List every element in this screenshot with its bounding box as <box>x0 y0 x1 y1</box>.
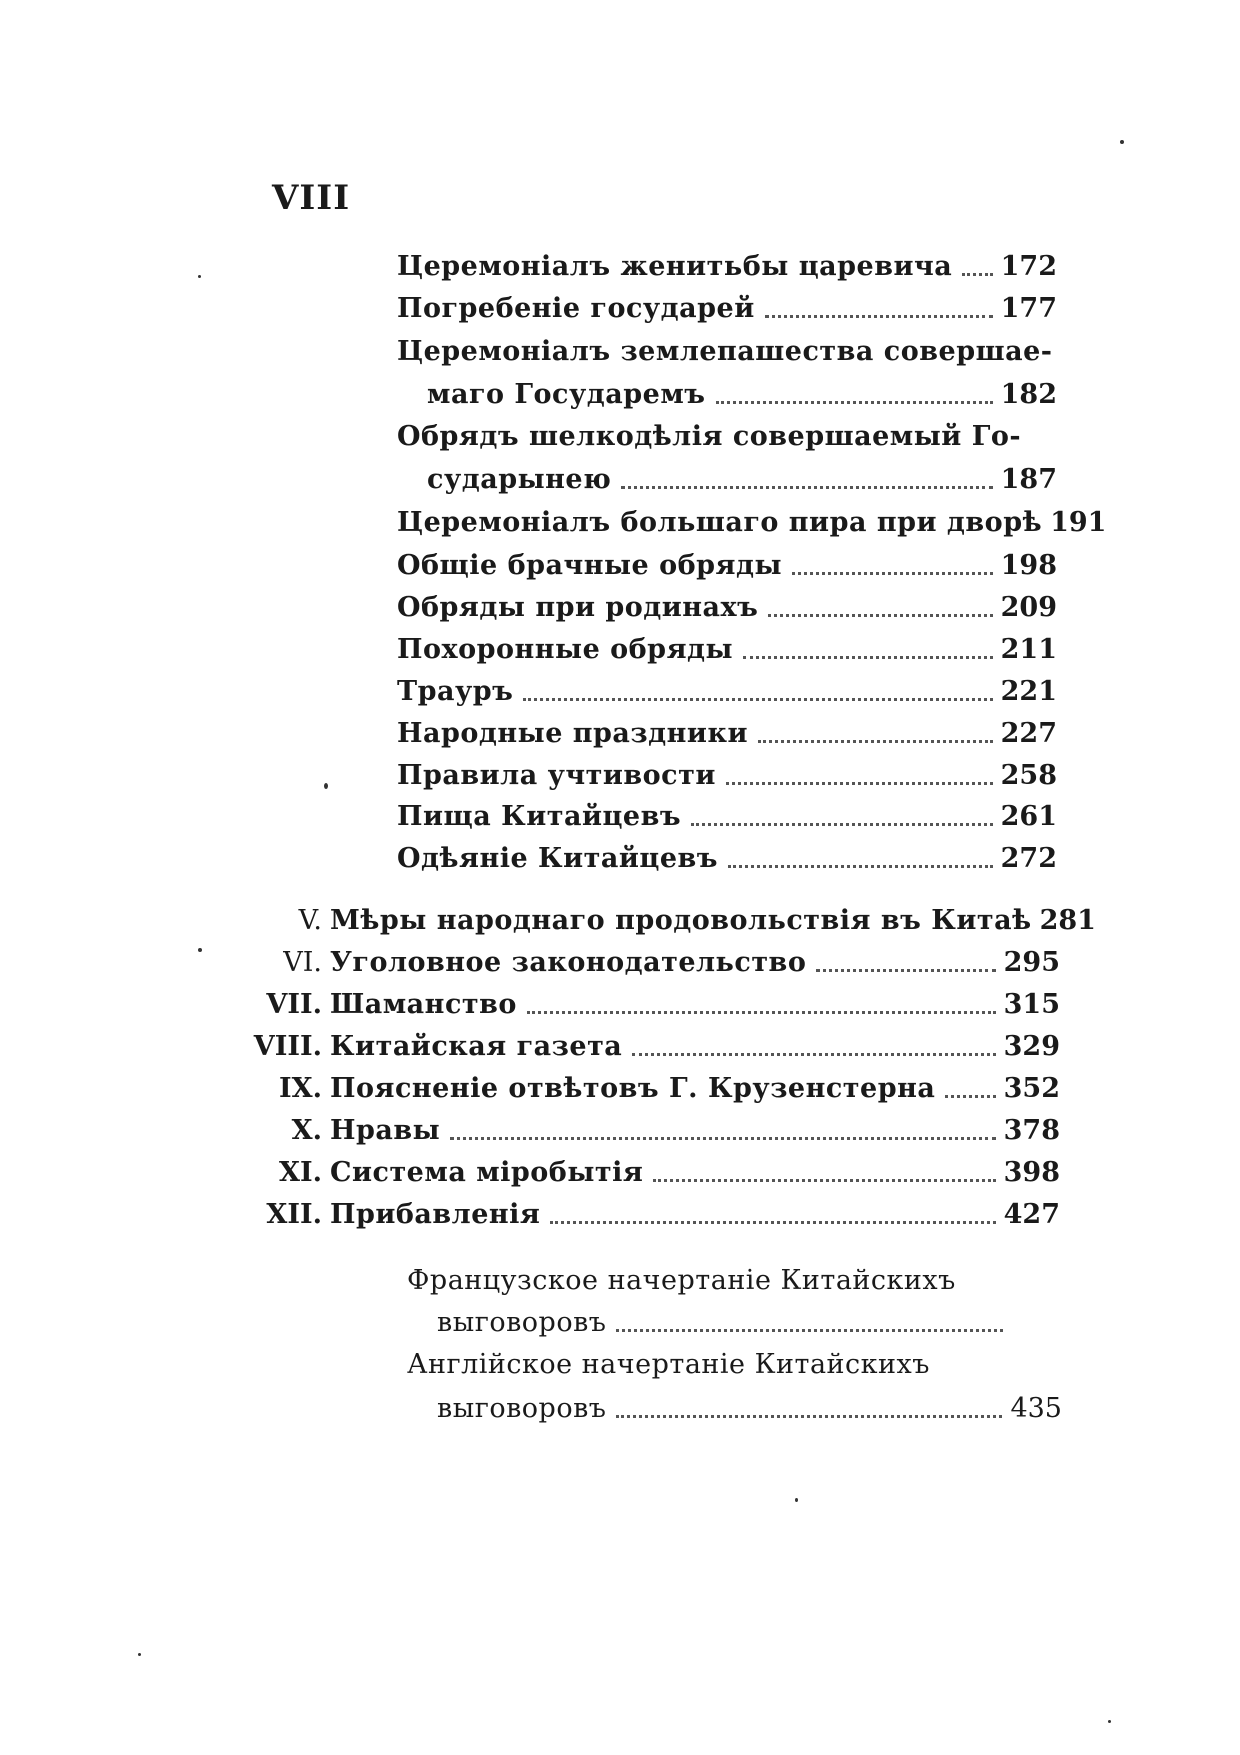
toc-chapter <box>250 902 1096 936</box>
chapter-page: 281 <box>1039 905 1096 936</box>
chapter-page: 378 <box>1003 1115 1060 1146</box>
page-number: VIII <box>272 178 351 218</box>
dot-leader <box>726 782 993 785</box>
dot-leader <box>616 1415 1002 1418</box>
dot-leader <box>450 1137 995 1140</box>
toc-chapter <box>250 1028 1060 1062</box>
chapter-page: 295 <box>1003 947 1060 978</box>
dot-leader <box>945 1095 995 1098</box>
dot-leader <box>765 315 993 318</box>
chapter-numeral: VI. <box>283 947 322 978</box>
toc-entry-title: Общіе брачные обряды <box>397 550 783 581</box>
dot-leader <box>632 1053 995 1056</box>
scan-speck <box>138 1653 141 1656</box>
scan-speck <box>198 948 202 952</box>
dot-leader <box>527 1011 996 1014</box>
toc-entry-title: Правила учтивости <box>397 760 716 791</box>
chapter-page: 315 <box>1003 989 1060 1020</box>
toc-entry-title: Церемоніалъ большаго пира при дворѣ <box>397 507 1043 538</box>
toc-entry-title: Церемоніалъ женитьбы царевича <box>397 251 953 282</box>
toc-entry <box>407 1346 1057 1380</box>
toc-entry-page: 258 <box>1000 760 1057 791</box>
chapter-numeral: X. <box>291 1115 322 1146</box>
chapter-page: 329 <box>1003 1031 1060 1062</box>
scan-speck <box>795 1498 798 1502</box>
toc-entry <box>397 333 1057 367</box>
toc-entry-page: 211 <box>1000 634 1057 665</box>
chapter-numeral: VIII. <box>253 1031 322 1062</box>
toc-entry-title: Французское начертаніе Китайскихъ <box>407 1265 956 1296</box>
toc-entry-page: 272 <box>1000 843 1057 874</box>
toc-entry-page: 221 <box>1000 676 1057 707</box>
dot-leader <box>616 1329 1003 1332</box>
dot-leader <box>691 823 993 826</box>
chapter-numeral: XII. <box>266 1199 322 1230</box>
toc-entry-title: Похоронные обряды <box>397 634 734 665</box>
dot-leader <box>816 969 995 972</box>
toc-entry-title: Обрядъ шелкодѣлія совершаемый Го- <box>397 421 1022 452</box>
toc-entry-title: выговоровъ <box>437 1393 607 1424</box>
chapter-page: 352 <box>1003 1073 1060 1104</box>
toc-entry-title: сударынею <box>427 464 612 495</box>
chapter-title: Китайская газета <box>330 1031 623 1062</box>
toc-entry <box>397 715 1057 749</box>
dot-leader <box>621 486 992 489</box>
toc-chapter <box>250 1112 1060 1146</box>
dot-leader <box>653 1179 995 1182</box>
dot-leader <box>768 614 992 617</box>
chapter-title: Прибавленія <box>330 1199 541 1230</box>
toc-chapter <box>250 1154 1060 1188</box>
toc-entry <box>397 547 1057 581</box>
toc-entry-page: 187 <box>1000 464 1057 495</box>
toc-entry-title: маго Государемъ <box>427 379 706 410</box>
scan-speck <box>1120 140 1124 144</box>
toc-entry <box>397 798 1057 832</box>
toc-entry <box>397 757 1057 791</box>
dot-leader <box>758 740 993 743</box>
toc-entry-page: 182 <box>1000 379 1057 410</box>
chapter-page: 398 <box>1003 1157 1060 1188</box>
chapter-numeral: IX. <box>279 1073 322 1104</box>
dot-leader <box>792 572 993 575</box>
toc-chapter <box>250 986 1060 1020</box>
toc-entry-title: Обряды при родинахъ <box>397 592 759 623</box>
toc-entry-title: Одѣяніе Китайцевъ <box>397 843 718 874</box>
toc-entry-title: Погребеніе государей <box>397 293 755 324</box>
chapter-page: 427 <box>1003 1199 1060 1230</box>
toc-chapter <box>250 1196 1060 1230</box>
dot-leader <box>743 656 993 659</box>
toc-entry <box>407 1262 1057 1296</box>
chapter-numeral: V. <box>298 905 322 936</box>
toc-entry-page: 198 <box>1000 550 1057 581</box>
toc-entry-title: Пища Китайцевъ <box>397 801 682 832</box>
chapter-title: Система міробытія <box>330 1157 644 1188</box>
toc-entry-title: Церемоніалъ землепашества совершае- <box>397 336 1053 367</box>
toc-entry-page: 172 <box>1000 251 1057 282</box>
scan-speck <box>198 275 201 278</box>
toc-entry <box>397 418 1057 452</box>
chapter-title: Шаманство <box>330 989 517 1020</box>
toc-entry-title: выговоровъ <box>437 1307 607 1338</box>
toc-chapter <box>250 944 1060 978</box>
toc-entry <box>397 290 1057 324</box>
toc-entry <box>437 1390 1062 1424</box>
toc-entry-page: 435 <box>1010 1393 1062 1424</box>
scan-speck <box>324 783 328 789</box>
chapter-numeral: XI. <box>279 1157 322 1188</box>
toc-entry-page: 177 <box>1000 293 1057 324</box>
toc-entry <box>397 248 1057 282</box>
toc-entry <box>397 631 1057 665</box>
dot-leader <box>728 865 993 868</box>
chapter-title: Уголовное законодательство <box>330 947 807 978</box>
toc-entry-title: Трауръ <box>397 676 514 707</box>
toc-chapter <box>250 1070 1060 1104</box>
toc-entry <box>427 376 1057 410</box>
toc-entry <box>397 589 1057 623</box>
toc-entry-page: 261 <box>1000 801 1057 832</box>
toc-entry <box>427 461 1057 495</box>
scan-speck <box>1108 1720 1111 1723</box>
dot-leader <box>523 698 992 701</box>
toc-entry <box>397 504 1107 538</box>
chapter-numeral: VII. <box>266 989 322 1020</box>
toc-entry <box>397 840 1057 874</box>
chapter-title: Мѣры народнаго продовольствія въ Китаѣ <box>330 905 1032 936</box>
toc-entry-title: Народные праздники <box>397 718 748 749</box>
toc-entry-page: 209 <box>1000 592 1057 623</box>
toc-entry-page: 227 <box>1000 718 1057 749</box>
dot-leader <box>962 273 992 276</box>
toc-entry-page: 191 <box>1050 507 1107 538</box>
chapter-title: Нравы <box>330 1115 441 1146</box>
dot-leader <box>716 401 993 404</box>
toc-entry-title: Англійское начертаніе Китайскихъ <box>407 1349 930 1380</box>
toc-entry <box>437 1304 1057 1338</box>
chapter-title: Поясненіе отвѣтовъ Г. Крузенстерна <box>330 1073 936 1104</box>
toc-entry <box>397 673 1057 707</box>
dot-leader <box>550 1221 995 1224</box>
